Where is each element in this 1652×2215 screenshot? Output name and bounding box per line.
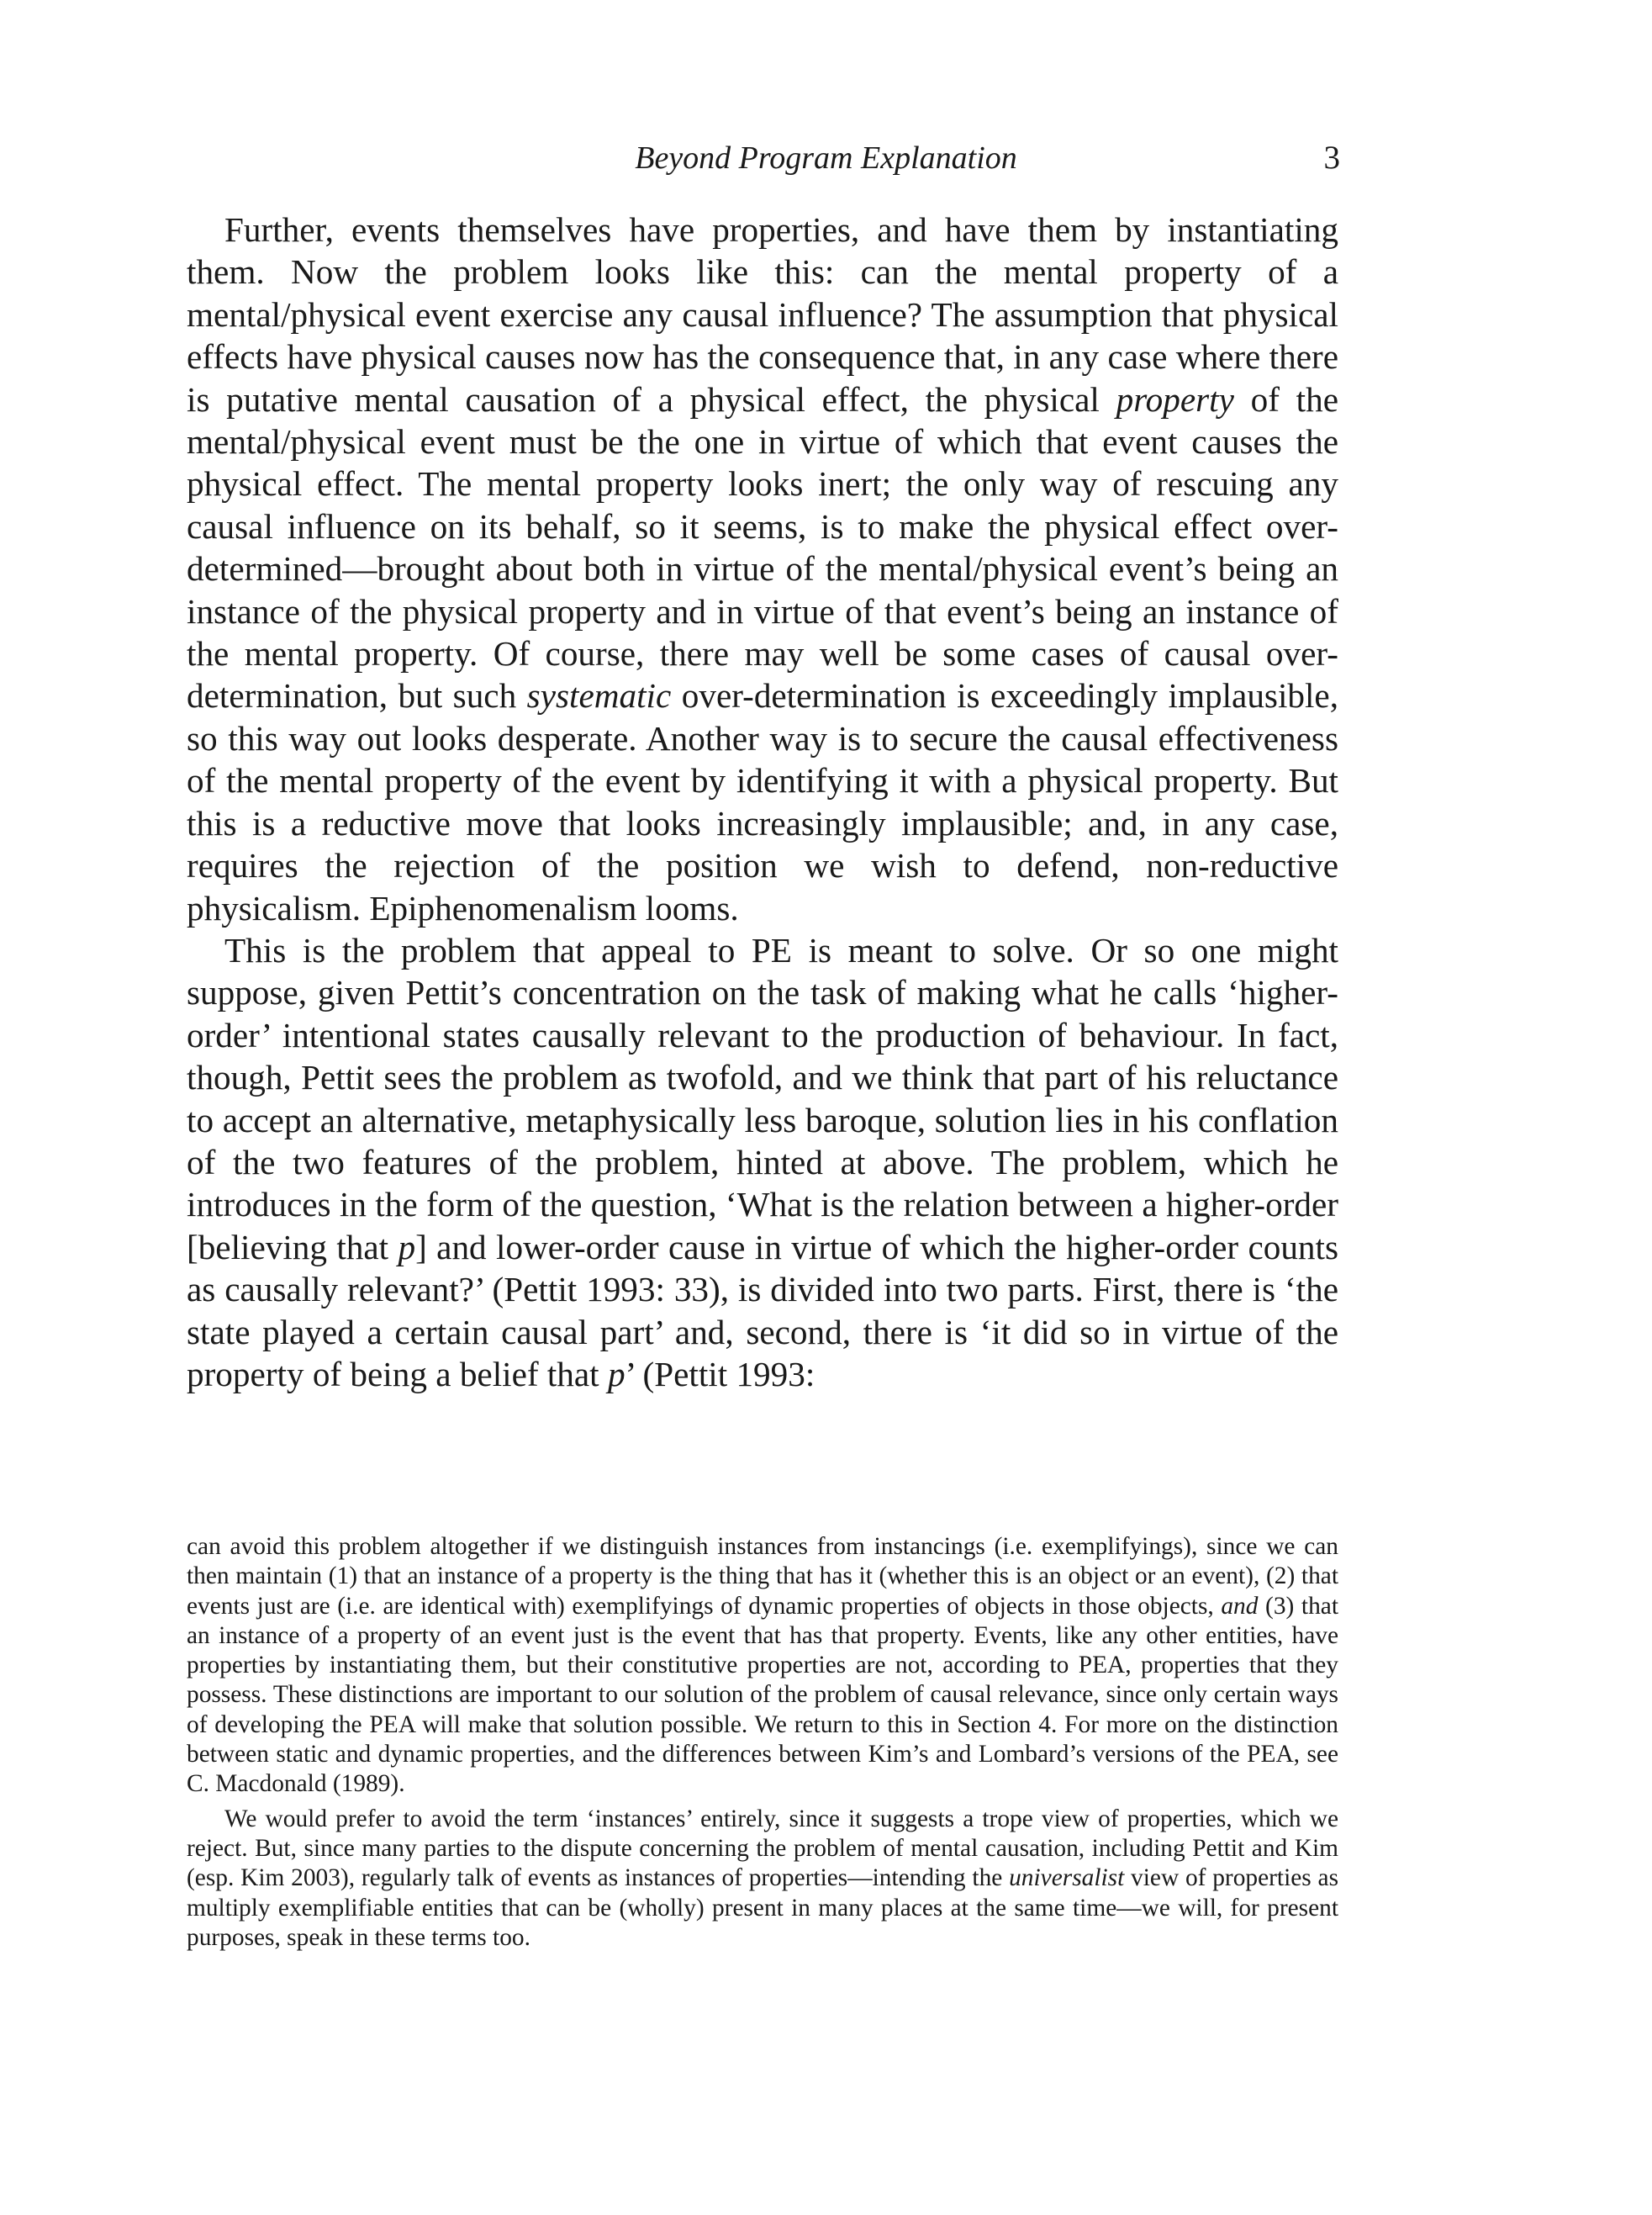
emphasis: p — [607, 1354, 625, 1393]
text-run: view of properties as multiply exemplifiable entities that can be (wholly) present in many places at the same time—we will, for present purposes, speak in these terms too. — [187, 1864, 1339, 1951]
body-paragraph — [187, 929, 1338, 1395]
text-run: Further, events themselves have properties, and have them by instantiating them. Now the problem looks like this: can the mental property of a mental/physical event exercise any causal influence? The assumption that physical effects have physical causes now has the consequence that, in any case where there is putative mental causation of a physical effect, the physical — [187, 210, 1338, 419]
emphasis: universalist — [1009, 1864, 1125, 1892]
text-run: This is the problem that appeal to PE is meant to solve. Or so one might suppose, given Pettit’s concentration on the task of making what he calls ‘higher-order’ intentional states causally relevant to the production of behaviour. In fact, though, Pettit sees the problem as twofold, and we think that part of his reluctance to accept an alternative, metaphysically less baroque, solution lies in his conflation of the two features of the problem, hinted at above. The problem, which he introduces in the form of the question, ‘What is the relation between a higher-order [believing that — [187, 930, 1338, 1266]
emphasis: systematic — [526, 676, 672, 716]
text-run: ] and lower-order cause in virtue of which the higher-order counts as causally relevant?’ (Pettit 1993: 33), is divided into two parts. First, there is ‘the state played a certain causal part’ and, second, there is ‘it did so in virtue of the property of being a belief that — [187, 1227, 1338, 1393]
text-run: We would prefer to avoid the term ‘instances’ entirely, since it suggests a trope view of properties, which we reject. But, since many parties to the dispute concerning the problem of mental causation, including Pettit and Kim (esp. Kim 2003), regularly talk of events as instances of properties—intending the — [187, 1805, 1338, 1892]
emphasis: property — [1116, 379, 1234, 419]
text-run: of the mental/physical event must be the one in virtue of which that event causes the physical effect. The mental property looks inert; the only way of rescuing any causal influence on its behalf, so it seems, is to make the physical effect over-determined—brought about both in virtue of the mental/physical event’s being an instance of the physical property and in virtue of that event’s being an instance of the mental property. Of course, there may well be some cases of causal over-determination, but such — [187, 379, 1338, 716]
emphasis: and — [1221, 1592, 1259, 1620]
running-title: Beyond Program Explanation — [635, 140, 1017, 176]
text-run: over-determination is exceedingly implausible, so this way out looks desperate. Another way is to secure the causal effectiveness of the mental property of the event by identifying it with a physical property. But this is a reductive move that looks increasingly implausible; and, in any case, requires the rejection of the position we wish to defend, non-reductive physicalism. Epiphenomenalism looms. — [187, 676, 1338, 928]
footnotes — [187, 1532, 1338, 1953]
body-text — [187, 209, 1338, 1395]
body-paragraph — [187, 209, 1338, 929]
running-head — [0, 133, 1652, 183]
page-number: 3 — [1323, 140, 1340, 176]
footnote-continued — [187, 1532, 1338, 1800]
footnote — [187, 1805, 1338, 1953]
text-run: (3) that an instance of a property of an event just is the event that has that property. Events, like any other entities, have properties by instantiating them, but their constitutive properties are not, according to PEA, properties that they possess. These distinctions are important to our solution of the problem of causal relevance, since only certain ways of developing the PEA will make that solution possible. We return to this in Section 4. For more on the distinction between static and dynamic properties, and the differences between Kim’s and Lombard’s versions of the PEA, see C. Macdonald (1989). — [187, 1592, 1338, 1798]
text-run: ’ (Pettit 1993: — [625, 1354, 815, 1393]
text-run: can avoid this problem altogether if we distinguish instances from instancings (i.e. exemplifyings), since we can then maintain (1) that an instance of a property is the thing that has it (whether this is an object or an event), (2) that events just are (i.e. are identical with) exemplifyings of dynamic properties of objects in those objects, — [187, 1533, 1338, 1620]
emphasis: p — [398, 1227, 416, 1266]
